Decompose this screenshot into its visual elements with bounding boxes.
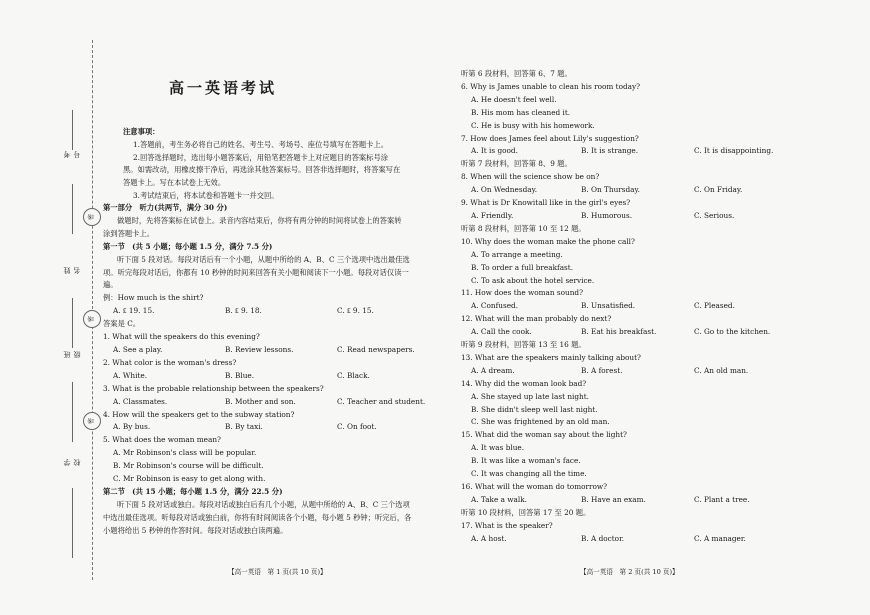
notice-item: 3.考试结束后，将本试卷和答题卡一并交回。 xyxy=(133,190,279,200)
left-column xyxy=(103,202,441,538)
option-a: A. Friendly. xyxy=(471,210,514,220)
question-7: 7. How does James feel about Lily's suggestion? xyxy=(461,133,639,143)
option-b: B. It was like a woman's face. xyxy=(471,456,581,466)
options-17 xyxy=(461,533,801,546)
page-footer-left: 【高一英语 第 1 页(共 10 页)】 xyxy=(228,568,327,576)
option-b: B. On Thursday. xyxy=(581,185,640,195)
question-12: 12. What will the man probably do next? xyxy=(461,314,612,324)
exam-title: 高一英语考试 xyxy=(168,79,277,97)
option-b: B. Unsatisfied. xyxy=(581,301,636,311)
option-c: C. To ask about the hotel service. xyxy=(471,275,595,285)
options-2 xyxy=(103,370,441,383)
option-a: A. A dream. xyxy=(471,365,515,375)
option-b: B. Review lessons. xyxy=(225,344,294,354)
question-6: 6. Why is James unable to clean his room today? xyxy=(461,81,641,91)
options-16 xyxy=(461,494,801,507)
question-5: 5. What does the woman mean? xyxy=(103,435,221,445)
option-b: B. ₤ 9. 18. xyxy=(225,306,262,316)
question-8: 8. When will the science show be on? xyxy=(461,172,600,182)
notice-block xyxy=(103,126,441,203)
option-c: C. On foot. xyxy=(337,422,377,432)
options-4 xyxy=(103,421,441,434)
option-a: A. Classmates. xyxy=(113,396,168,406)
option-a: A. White. xyxy=(113,370,148,380)
option-a: A. He doesn't feel well. xyxy=(471,94,557,104)
seal-circle: 密 xyxy=(83,412,101,430)
option-a: A. Mr Robinson's class will be popular. xyxy=(113,448,257,458)
options-8 xyxy=(461,184,801,197)
options-7 xyxy=(461,145,801,158)
section1-heading: 第一节 (共 5 小题；每小题 1.5 分，满分 7.5 分) xyxy=(103,241,273,251)
option-a: A. On Wednesday. xyxy=(471,185,538,195)
material-heading: 听第 8 段材料，回答第 10 至 12 题。 xyxy=(461,223,586,233)
option-b: B. A forest. xyxy=(581,365,623,375)
section2-intro: 小题将给出 5 秒钟的作答时间。每段对话或独白读两遍。 xyxy=(103,525,288,535)
option-a: A. A host. xyxy=(471,533,507,543)
options-11 xyxy=(461,300,801,313)
right-column xyxy=(461,68,801,546)
option-c: C. Pleased. xyxy=(694,301,735,311)
notice-item: 1.答题前，考生务必将自己的姓名、考生号、考场号、座位号填写在答题卡上。 xyxy=(133,139,389,149)
option-b: B. Humorous. xyxy=(581,210,633,220)
options-9 xyxy=(461,210,801,223)
option-c: C. He is busy with his homework. xyxy=(471,120,595,130)
option-b: B. Mother and son. xyxy=(225,396,296,406)
option-b: B. It is strange. xyxy=(581,146,639,156)
options-1 xyxy=(103,344,441,357)
option-c: C. She was frightened by an old man. xyxy=(471,417,610,427)
question-13: 13. What are the speakers mainly talking about? xyxy=(461,352,641,362)
option-a: A. It was blue. xyxy=(471,443,525,453)
option-c: C. Read newspapers. xyxy=(337,344,415,354)
option-a: A. It is good. xyxy=(471,146,518,156)
option-b: B. His mom has cleaned it. xyxy=(471,107,571,117)
option-b: B. To order a full breakfast. xyxy=(471,262,574,272)
section1-intro: 遍。 xyxy=(103,280,118,290)
question-9: 9. What is Dr Knowitall like in the girl's eyes? xyxy=(461,198,631,208)
page-footer-right: 【高一英语 第 2 页(共 10 页)】 xyxy=(580,568,679,576)
material-heading: 听第 7 段材料，回答第 8、9 题。 xyxy=(461,159,572,169)
option-a: A. Take a walk. xyxy=(471,494,527,504)
binding-margin: 考号 密 姓名 密 班级 密 学校 xyxy=(56,40,92,580)
section1-intro: 项。听完每段对话后，你都有 10 秒钟的时间来回答有关小题和阅读下一小题。每段对话仅读一 xyxy=(103,267,409,277)
option-a: A. She stayed up late last night. xyxy=(471,391,589,401)
example-answer: 答案是 C。 xyxy=(103,319,141,329)
option-c: C. It was changing all the time. xyxy=(471,469,587,479)
notice-item: 答题卡上。写在本试卷上无效。 xyxy=(123,178,226,188)
question-2: 2. What color is the woman's dress? xyxy=(103,357,237,367)
options-13 xyxy=(461,365,801,378)
question-14: 14. Why did the woman look bad? xyxy=(461,378,587,388)
seal-circle: 密 xyxy=(83,310,101,328)
section2-intro: 中选出最佳选项。听每段对话或独白前，你将有时间阅读各个小题，每小题 5 秒钟；听完后，各 xyxy=(103,512,412,522)
option-b: B. Blue. xyxy=(225,370,255,380)
option-c: C. An old man. xyxy=(694,365,749,375)
option-a: A. To arrange a meeting. xyxy=(471,249,563,259)
question-4: 4. How will the speakers get to the subway station? xyxy=(103,409,295,419)
option-c: C. It is disappointing. xyxy=(694,146,774,156)
material-heading: 听第 9 段材料，回答第 13 至 16 题。 xyxy=(461,340,586,350)
option-c: C. Teacher and student. xyxy=(337,396,426,406)
example-options xyxy=(103,305,441,318)
option-c: C. Go to the kitchen. xyxy=(694,327,771,337)
option-c: C. Serious. xyxy=(694,210,735,220)
part1-intro: 涂到答题卡上。 xyxy=(103,228,155,238)
options-3 xyxy=(103,396,441,409)
seal-circle: 密 xyxy=(83,208,101,226)
options-12 xyxy=(461,326,801,339)
option-c: C. A manager. xyxy=(694,533,746,543)
option-c: C. Plant a tree. xyxy=(694,494,750,504)
option-c: C. Black. xyxy=(337,370,370,380)
option-b: B. She didn't sleep well last night. xyxy=(471,404,598,414)
question-1: 1. What will the speakers do this evening? xyxy=(103,332,260,342)
part1-intro: 做题时，先将答案标在试卷上。录音内容结束后，你将有两分钟的时间将试卷上的答案转 xyxy=(117,215,402,225)
section2-intro: 听下面 5 段对话或独白。每段对话或独白后有几个小题，从题中所给的 A、B、C 三个选项 xyxy=(117,499,410,509)
notice-item: 黑。如需改动，用橡皮擦干净后，再选涂其他答案标号。回答非选择题时，将答案写在 xyxy=(123,165,401,175)
notice-heading: 注意事项： xyxy=(123,127,160,136)
option-a: A. See a play. xyxy=(113,344,163,354)
question-17: 17. What is the speaker? xyxy=(461,520,553,530)
question-3: 3. What is the probable relationship between the speakers? xyxy=(103,383,324,393)
option-a: A. ₤ 19. 15. xyxy=(113,306,155,316)
part1-heading: 第一部分 听力(共两节，满分 30 分) xyxy=(103,203,228,212)
option-c: C. Mr Robinson is easy to get along with. xyxy=(113,474,266,484)
question-11: 11. How does the woman sound? xyxy=(461,288,584,298)
question-15: 15. What did the woman say about the light? xyxy=(461,430,627,440)
option-b: B. Eat his breakfast. xyxy=(581,327,657,337)
option-a: A. Call the cook. xyxy=(471,327,532,337)
option-c: C. On Friday. xyxy=(694,185,743,195)
option-a: A. By bus. xyxy=(113,422,151,432)
material-heading: 听第 10 段材料，回答第 17 至 20 题。 xyxy=(461,507,591,517)
option-b: B. By taxi. xyxy=(225,422,263,432)
example-question: 例：How much is the shirt? xyxy=(103,293,204,303)
section2-heading: 第二节 (共 15 小题；每小题 1.5 分，满分 22.5 分) xyxy=(103,486,283,496)
material-heading: 听第 6 段材料，回答第 6、7 题。 xyxy=(461,69,572,78)
option-c: C. ₤ 9. 15. xyxy=(337,306,374,316)
question-10: 10. Why does the woman make the phone call? xyxy=(461,236,635,246)
question-16: 16. What will the woman do tomorrow? xyxy=(461,482,608,491)
option-a: A. Confused. xyxy=(471,301,519,311)
option-b: B. A doctor. xyxy=(581,533,625,543)
option-b: B. Mr Robinson's course will be difficult. xyxy=(113,461,264,471)
section1-intro: 听下面 5 段对话。每段对话后有一个小题，从题中所给的 A、B、C 三个选项中选出最佳选 xyxy=(117,254,410,264)
notice-item: 2.回答选择题时，选出每小题答案后，用铅笔把答题卡上对应题目的答案标号涂 xyxy=(133,152,389,162)
option-b: B. Have an exam. xyxy=(581,494,646,504)
